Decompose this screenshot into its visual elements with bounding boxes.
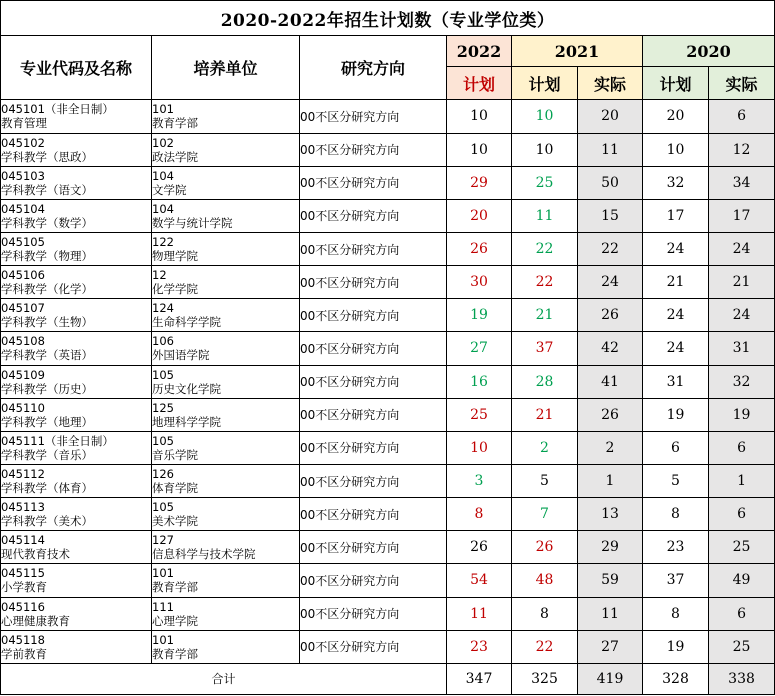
plan-2020-cell: 21 [643,266,709,299]
plan-2020-cell: 24 [643,299,709,332]
plan-2022-cell: 26 [447,531,512,564]
unit-code: 124 [152,301,174,316]
plan-2020-cell: 31 [643,365,709,398]
actual-2021-cell: 22 [578,232,643,265]
table-row [1,365,775,398]
plan-2022-cell: 10 [447,133,512,166]
actual-2021-cell: 26 [578,398,643,431]
plan-2022-cell: 54 [447,564,512,597]
table-row [1,133,775,166]
unit-name: 教育学部 [152,580,198,595]
unit-name: 政法学院 [152,149,198,164]
major-name: 学科教学（语文） [1,182,93,197]
plan-2022-cell: 10 [447,431,512,464]
actual-2021-cell: 29 [578,531,643,564]
unit-code: 105 [152,433,174,448]
unit-cell [152,199,300,232]
major-cell [1,232,152,265]
plan-2021-cell: 10 [512,100,578,133]
plan-2021-cell: 28 [512,365,578,398]
major-code: 045103 [1,168,45,183]
unit-cell [152,332,300,365]
unit-code: 101 [152,102,174,117]
major-name: 学前教育 [1,646,47,661]
actual-2020-cell: 6 [709,100,775,133]
major-code: 045102 [1,135,45,150]
table-row [1,398,775,431]
direction-cell: 00不区分研究方向 [300,431,447,464]
table-row [1,299,775,332]
major-name: 学科教学（音乐） [1,447,93,462]
major-cell [1,398,152,431]
direction-cell: 00不区分研究方向 [300,597,447,630]
actual-2020-cell: 21 [709,266,775,299]
unit-name: 生命科学学院 [152,315,221,330]
table-row [1,332,775,365]
plan-2022-cell: 30 [447,266,512,299]
plan-2021-cell: 7 [512,498,578,531]
unit-cell [152,630,300,663]
header-2020-actual: 实际 [709,67,775,100]
direction-cell: 00不区分研究方向 [300,564,447,597]
header-unit: 培养单位 [152,36,300,100]
total-plan-2021: 325 [512,663,578,694]
actual-2021-cell: 20 [578,100,643,133]
plan-2020-cell: 19 [643,630,709,663]
table-row [1,630,775,663]
major-name: 学科教学（美术） [1,514,93,529]
unit-code: 101 [152,566,174,581]
actual-2020-cell: 6 [709,597,775,630]
direction-cell: 00不区分研究方向 [300,464,447,497]
direction-cell: 00不区分研究方向 [300,498,447,531]
table-row [1,166,775,199]
plan-2020-cell: 24 [643,332,709,365]
unit-name: 教育学部 [152,646,198,661]
plan-2022-cell: 10 [447,100,512,133]
total-label: 合计 [1,663,447,694]
plan-2020-cell: 8 [643,597,709,630]
direction-cell: 00不区分研究方向 [300,365,447,398]
major-name: 学科教学（体育） [1,481,93,496]
major-name: 学科教学（英语） [1,348,93,363]
unit-code: 127 [152,533,174,548]
unit-name: 美术学院 [152,514,198,529]
plan-2021-cell: 25 [512,166,578,199]
plan-2021-cell: 2 [512,431,578,464]
header-year-2022: 2022 [447,36,512,67]
plan-2022-cell: 3 [447,464,512,497]
unit-cell [152,232,300,265]
direction-cell: 00不区分研究方向 [300,166,447,199]
plan-2022-cell: 11 [447,597,512,630]
total-actual-2021: 419 [578,663,643,694]
plan-2022-cell: 8 [447,498,512,531]
header-2020-plan: 计划 [643,67,709,100]
actual-2020-cell: 31 [709,332,775,365]
major-name: 学科教学（化学） [1,282,93,297]
major-code: 045111（非全日制） [1,433,114,448]
actual-2020-cell: 19 [709,398,775,431]
plan-2020-cell: 23 [643,531,709,564]
major-code: 045112 [1,467,45,482]
major-cell [1,531,152,564]
major-name: 学科教学（思政） [1,149,93,164]
table-row [1,498,775,531]
direction-cell: 00不区分研究方向 [300,266,447,299]
direction-cell: 00不区分研究方向 [300,531,447,564]
plan-2020-cell: 24 [643,232,709,265]
total-row [1,663,775,694]
direction-cell: 00不区分研究方向 [300,199,447,232]
unit-name: 教育学部 [152,116,198,131]
plan-2020-cell: 32 [643,166,709,199]
unit-code: 111 [152,599,174,614]
actual-2020-cell: 17 [709,199,775,232]
table-row [1,464,775,497]
header-year-2021: 2021 [512,36,643,67]
plan-2022-cell: 29 [447,166,512,199]
unit-cell [152,100,300,133]
major-cell [1,332,152,365]
major-cell [1,431,152,464]
actual-2021-cell: 11 [578,597,643,630]
header-direction: 研究方向 [300,36,447,100]
actual-2021-cell: 26 [578,299,643,332]
total-actual-2020: 338 [709,663,775,694]
actual-2020-cell: 1 [709,464,775,497]
plan-2021-cell: 5 [512,464,578,497]
plan-2022-cell: 27 [447,332,512,365]
plan-2021-cell: 11 [512,199,578,232]
table-row [1,266,775,299]
unit-code: 125 [152,400,174,415]
direction-cell: 00不区分研究方向 [300,232,447,265]
table-row [1,232,775,265]
unit-cell [152,464,300,497]
direction-cell: 00不区分研究方向 [300,630,447,663]
actual-2021-cell: 2 [578,431,643,464]
major-cell [1,464,152,497]
unit-name: 物理学院 [152,249,198,264]
unit-cell [152,365,300,398]
plan-2020-cell: 19 [643,398,709,431]
major-name: 现代教育技术 [1,547,70,562]
total-plan-2020: 328 [643,663,709,694]
table-row [1,531,775,564]
plan-2020-cell: 10 [643,133,709,166]
plan-2020-cell: 20 [643,100,709,133]
plan-2021-cell: 8 [512,597,578,630]
actual-2021-cell: 24 [578,266,643,299]
major-cell [1,365,152,398]
header-major: 专业代码及名称 [1,36,152,100]
plan-2021-cell: 10 [512,133,578,166]
direction-cell: 00不区分研究方向 [300,398,447,431]
major-code: 045113 [1,500,45,515]
unit-name: 信息科学与技术学院 [152,547,256,562]
direction-cell: 00不区分研究方向 [300,133,447,166]
unit-name: 体育学院 [152,481,198,496]
actual-2020-cell: 25 [709,531,775,564]
plan-2022-cell: 19 [447,299,512,332]
unit-cell [152,498,300,531]
header-2021-plan: 计划 [512,67,578,100]
major-cell [1,498,152,531]
major-name: 学科教学（数学） [1,215,93,230]
plan-2021-cell: 26 [512,531,578,564]
actual-2021-cell: 50 [578,166,643,199]
table-row [1,100,775,133]
table-row [1,431,775,464]
major-cell [1,100,152,133]
header-2021-actual: 实际 [578,67,643,100]
actual-2021-cell: 41 [578,365,643,398]
major-code: 045106 [1,268,45,283]
plan-2021-cell: 22 [512,266,578,299]
plan-2022-cell: 25 [447,398,512,431]
major-cell [1,166,152,199]
actual-2020-cell: 34 [709,166,775,199]
major-code: 045101（非全日制） [1,102,114,117]
unit-code: 102 [152,135,174,150]
plan-2021-cell: 21 [512,299,578,332]
plan-2021-cell: 22 [512,630,578,663]
header-year-2020: 2020 [643,36,775,67]
actual-2020-cell: 24 [709,299,775,332]
unit-code: 126 [152,467,174,482]
actual-2020-cell: 12 [709,133,775,166]
major-name: 学科教学（物理） [1,249,93,264]
unit-code: 101 [152,632,174,647]
unit-cell [152,564,300,597]
major-code: 045116 [1,599,45,614]
unit-cell [152,597,300,630]
major-code: 045109 [1,367,45,382]
unit-code: 104 [152,201,174,216]
unit-name: 心理学院 [152,613,198,628]
major-name: 学科教学（地理） [1,414,93,429]
major-cell [1,199,152,232]
unit-cell [152,398,300,431]
unit-code: 106 [152,334,174,349]
plan-2022-cell: 20 [447,199,512,232]
major-name: 小学教育 [1,580,47,595]
actual-2021-cell: 27 [578,630,643,663]
major-code: 045108 [1,334,45,349]
plan-2022-cell: 16 [447,365,512,398]
header-2022-plan: 计划 [447,67,512,100]
major-code: 045115 [1,566,45,581]
table-row [1,597,775,630]
major-code: 045105 [1,235,45,250]
major-code: 045107 [1,301,45,316]
major-code: 045118 [1,632,45,647]
plan-2021-cell: 48 [512,564,578,597]
plan-2020-cell: 8 [643,498,709,531]
unit-code: 104 [152,168,174,183]
plan-2021-cell: 21 [512,398,578,431]
major-name: 学科教学（生物） [1,315,93,330]
unit-name: 音乐学院 [152,447,198,462]
unit-cell [152,531,300,564]
direction-cell: 00不区分研究方向 [300,332,447,365]
unit-code: 12 [152,268,167,283]
plan-2020-cell: 37 [643,564,709,597]
major-code: 045114 [1,533,45,548]
direction-cell: 00不区分研究方向 [300,100,447,133]
unit-name: 化学学院 [152,282,198,297]
actual-2020-cell: 6 [709,498,775,531]
unit-name: 历史文化学院 [152,381,221,396]
actual-2020-cell: 32 [709,365,775,398]
table-row [1,564,775,597]
major-cell [1,630,152,663]
major-name: 教育管理 [1,116,47,131]
major-cell [1,133,152,166]
actual-2020-cell: 24 [709,232,775,265]
total-plan-2022: 347 [447,663,512,694]
unit-name: 地理科学学院 [152,414,221,429]
major-code: 045110 [1,400,45,415]
actual-2021-cell: 59 [578,564,643,597]
plan-2020-cell: 5 [643,464,709,497]
actual-2021-cell: 11 [578,133,643,166]
plan-2020-cell: 17 [643,199,709,232]
unit-name: 外国语学院 [152,348,210,363]
table-title: 2020-2022年招生计划数（专业学位类） [1,1,775,36]
actual-2020-cell: 25 [709,630,775,663]
actual-2020-cell: 6 [709,431,775,464]
major-name: 心理健康教育 [1,613,70,628]
plan-2021-cell: 22 [512,232,578,265]
major-code: 045104 [1,201,45,216]
major-cell [1,266,152,299]
actual-2021-cell: 42 [578,332,643,365]
unit-cell [152,299,300,332]
plan-2022-cell: 26 [447,232,512,265]
plan-2020-cell: 6 [643,431,709,464]
plan-2021-cell: 37 [512,332,578,365]
major-cell [1,299,152,332]
actual-2021-cell: 15 [578,199,643,232]
unit-code: 122 [152,235,174,250]
unit-cell [152,266,300,299]
actual-2021-cell: 1 [578,464,643,497]
unit-cell [152,133,300,166]
actual-2020-cell: 49 [709,564,775,597]
major-name: 学科教学（历史） [1,381,93,396]
table-row [1,199,775,232]
major-cell [1,597,152,630]
direction-cell: 00不区分研究方向 [300,299,447,332]
unit-code: 105 [152,367,174,382]
unit-cell [152,166,300,199]
actual-2021-cell: 13 [578,498,643,531]
major-cell [1,564,152,597]
unit-cell [152,431,300,464]
unit-code: 105 [152,500,174,515]
unit-name: 数学与统计学院 [152,215,233,230]
unit-name: 文学院 [152,182,187,197]
plan-2022-cell: 23 [447,630,512,663]
